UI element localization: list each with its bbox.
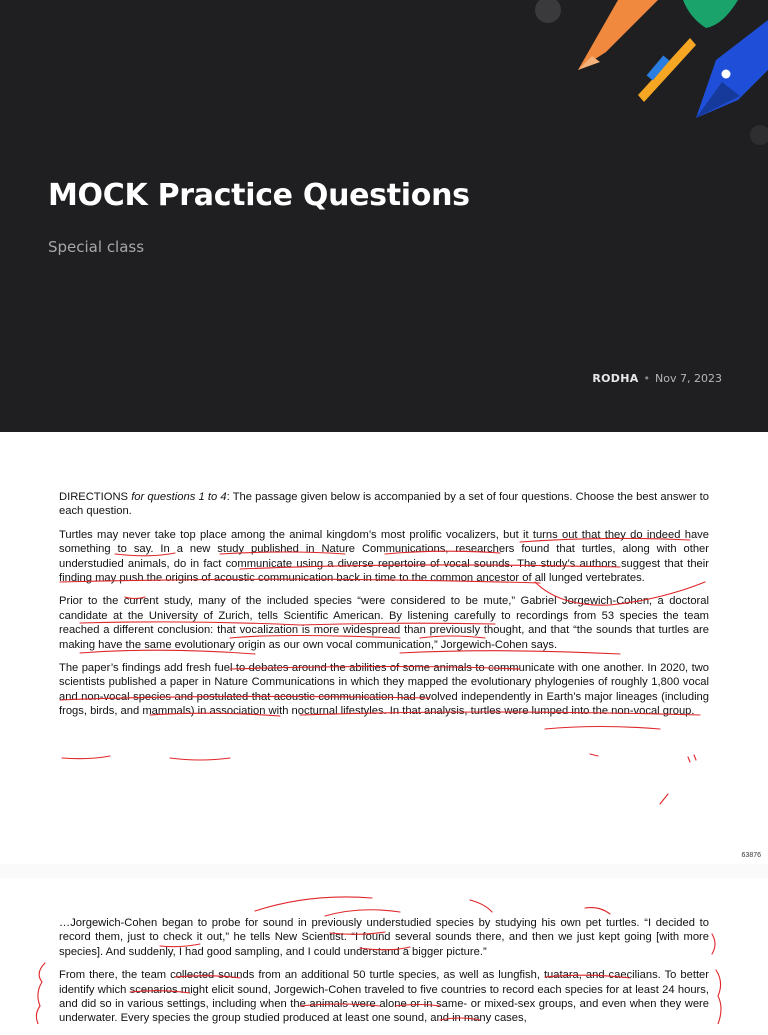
document-page-1 bbox=[0, 432, 768, 864]
page-subtitle: Special class bbox=[48, 238, 145, 256]
tick-mark bbox=[660, 794, 668, 804]
page-number: 63876 bbox=[741, 852, 761, 859]
decor-circle-dark bbox=[750, 125, 768, 145]
directions-text: : The passage given below is accompanied by a set of four questions. Choose the best answer to each question. bbox=[59, 491, 710, 518]
arc-mark bbox=[470, 900, 492, 912]
passage-paragraph: From there, the team collected sounds from an additional 50 turtle species, as well as lungfish, tuatara, and caecilians. To better identify which scenarios might elicit sound, Jorgewich-Cohen traveled to five countries to record each species for at least 24 hours, and did so in various settings, including when the animals were alone or in same- or mixed-sex groups, and even when they were underwater. Every species the group studied produced at least one sound, and in many cases, bbox=[59, 969, 709, 1025]
directions bbox=[59, 490, 709, 519]
author-meta bbox=[592, 372, 722, 385]
directions-lead: DIRECTIONS bbox=[59, 491, 132, 503]
passage-paragraph: The paper’s findings add fresh fuel to debates around the abilities of some animals to communicate with one another. In 2020, two scientists published a paper in Nature Communications in which they mapped the evolutionary phylogenies of roughly 1,800 vocal and non-vocal species and postulated that acoustic communication had evolved independently in Earth’s major lineages (including frogs, birds, and mammals) in association with nocturnal lifestyles. In that analysis, turtles were lumped into the non-vocal group. bbox=[59, 662, 709, 718]
page-title: MOCK Practice Questions bbox=[48, 178, 470, 213]
bracket-mark bbox=[36, 963, 45, 1024]
leaf-icon bbox=[683, 0, 738, 28]
passage-paragraph: Turtles may never take top place among the animal kingdom’s most prolific vocalizers, but it turns out that they do indeed have something to say. In a new study published in Nature Communications, researchers found that turtles, along with other understudied animals, do in fact communicate using a diverse repertoire of vocal sounds. The study’s authors suggest that their finding may push the origins of acoustic communication back in time to the common ancestor of all lunged vertebrates. bbox=[59, 528, 709, 585]
pen-nib-hole bbox=[722, 70, 731, 79]
underline-mark bbox=[62, 756, 110, 759]
passage-paragraph: Prior to the current study, many of the included species “were considered to be mute,” Gabriel Jorgewich-Cohen, a doctoral candidate at the University of Zurich, tells Scientific American. By listening carefully to recordings from 53 species the team reached a different conclusion: that vocalization is more widespread than previously thought, and that “the sounds that turtles are making have the same evolutionary origin as our own vocal communication,” Jorgewich-Cohen says. bbox=[59, 595, 709, 651]
passage bbox=[59, 490, 709, 728]
publish-date: Nov 7, 2023 bbox=[655, 372, 722, 385]
arc-mark bbox=[585, 908, 610, 914]
page-gap bbox=[0, 864, 768, 878]
ruler-icon bbox=[638, 38, 696, 102]
decorative-shapes bbox=[508, 0, 768, 200]
bracket-mark bbox=[712, 934, 715, 954]
underline-mark bbox=[170, 758, 230, 760]
arc-mark bbox=[255, 897, 372, 911]
passage-continued bbox=[59, 916, 709, 1035]
meta-separator: • bbox=[643, 372, 651, 385]
author-name: RODHA bbox=[592, 372, 639, 385]
passage-paragraph: …Jorgewich-Cohen began to probe for sound in previously understudied species by studying his own pet turtles. “I decided to record them, just to check it out,” he tells New Scientist. “I found several sounds there, and then we just kept going [with more species]. And suddenly, I had good sampling, and I could understand a bigger picture.” bbox=[59, 917, 709, 958]
tick-mark bbox=[590, 754, 598, 756]
hero-banner bbox=[0, 0, 768, 432]
tick-mark bbox=[688, 755, 696, 762]
decor-circle-grey bbox=[535, 0, 561, 23]
directions-scope: for questions 1 to 4 bbox=[131, 491, 227, 503]
document-page-2 bbox=[0, 878, 768, 1024]
bracket-mark bbox=[716, 970, 721, 1024]
